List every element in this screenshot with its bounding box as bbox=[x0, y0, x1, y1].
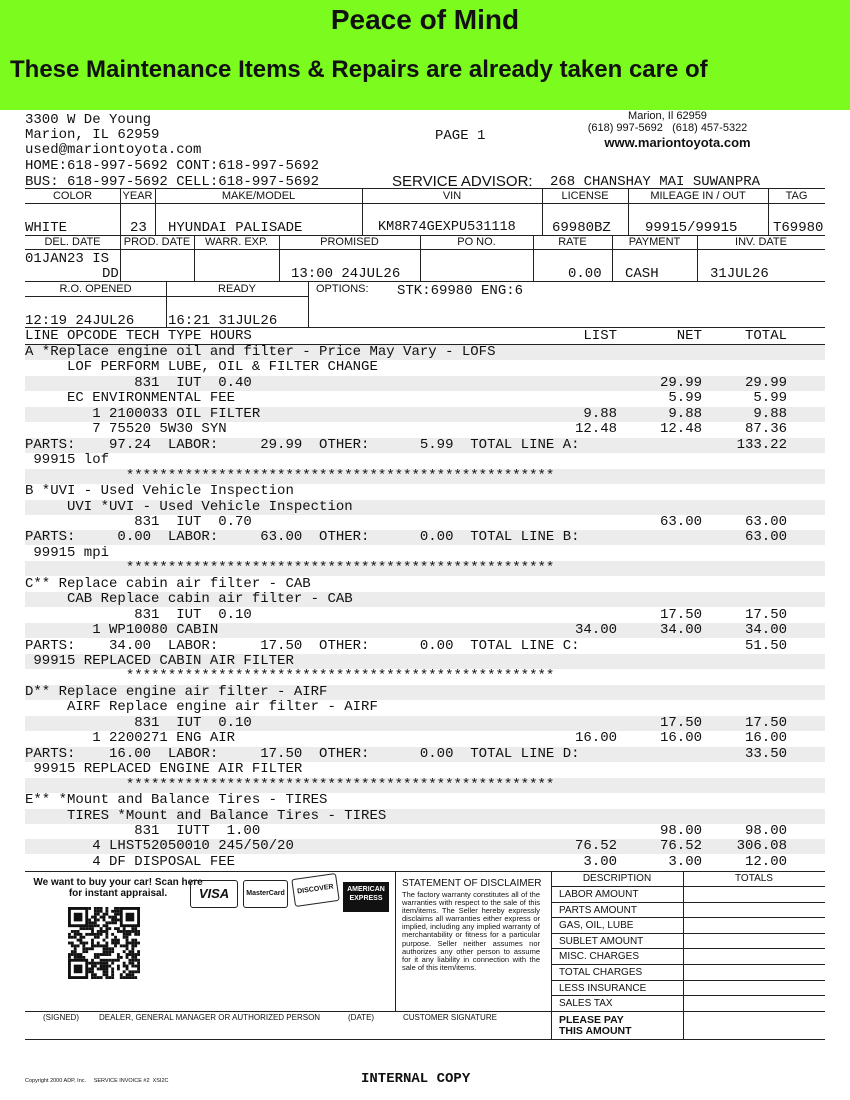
line-row bbox=[25, 809, 825, 824]
line-row bbox=[25, 592, 825, 607]
banner bbox=[0, 0, 850, 110]
line-text: 831 IUT 0.10 bbox=[25, 606, 252, 623]
mastercard-icon: MasterCard bbox=[243, 880, 288, 908]
total-header: TOTAL bbox=[744, 328, 787, 344]
line-net: 29.99 bbox=[659, 374, 702, 391]
line-text: B *UVI - Used Vehicle Inspection bbox=[25, 483, 294, 500]
options-value: STK:69980 ENG:6 bbox=[397, 283, 524, 299]
line-row bbox=[25, 747, 825, 762]
line-net: 34.00 bbox=[659, 622, 702, 639]
line-text: PARTS: 34.00 LABOR: 17.50 OTHER: 0.00 TOTAL LINE C: bbox=[25, 637, 580, 654]
line-total: 12.00 bbox=[744, 853, 787, 870]
disclaimer-text: The factory warranty constitutes all of the warranties with respect to the sale of this item/items. The Seller hereby expressly disclaims all warranties either express or implied, including any implied warranty of merchantability or fitness for a particular purpose. Seller neither assumes nor authorizes any other person to assume for it any liability in connection with the sale of this item/items. bbox=[402, 890, 540, 972]
line-total: 9.88 bbox=[753, 405, 787, 422]
banner-title: Peace of Mind bbox=[330, 4, 520, 35]
totals-item-label: LESS INSURANCE bbox=[559, 982, 647, 994]
totals-item-label: SALES TAX bbox=[559, 998, 613, 1010]
customer-signature-label: CUSTOMER SIGNATURE bbox=[403, 1013, 497, 1022]
lines-header bbox=[25, 329, 825, 344]
visa-card-icon: VISA bbox=[190, 880, 238, 908]
line-list: 3.00 bbox=[583, 853, 617, 870]
ro-opened-value: 12:19 24JUL26 bbox=[25, 313, 135, 329]
line-text: *************************************************** bbox=[25, 560, 555, 577]
line-net: 76.52 bbox=[659, 838, 702, 855]
vin-header: VIN bbox=[442, 190, 462, 202]
line-total: 5.99 bbox=[753, 390, 787, 407]
line-text: *************************************************** bbox=[25, 467, 555, 484]
description-header: DESCRIPTION bbox=[582, 873, 652, 884]
totals-item-label: MISC. CHARGES bbox=[559, 951, 640, 963]
line-row bbox=[25, 391, 825, 406]
line-row bbox=[25, 407, 825, 422]
line-row bbox=[25, 608, 825, 623]
line-total: 63.00 bbox=[744, 529, 787, 546]
del-date-value: 01JAN23 IS bbox=[25, 251, 110, 267]
dealer-website: www.mariontoyota.com bbox=[604, 135, 751, 150]
payment-header: PAYMENT bbox=[628, 236, 681, 248]
line-row bbox=[25, 438, 825, 453]
make-header: MAKE/MODEL bbox=[221, 190, 296, 202]
line-row bbox=[25, 422, 825, 437]
advisor-name: 268 CHANSHAY MAI SUWANPRA bbox=[550, 174, 761, 190]
amex-card-icon: AMERICAN EXPRESS bbox=[343, 882, 389, 912]
line-text: 1 WP10080 CABIN bbox=[25, 622, 219, 639]
totals-item-label: PARTS AMOUNT bbox=[559, 904, 637, 916]
line-text: *************************************************** bbox=[25, 668, 555, 685]
line-text: 831 IUT 0.70 bbox=[25, 513, 252, 530]
qr-code-graphic bbox=[68, 907, 140, 979]
line-total: 17.50 bbox=[744, 606, 787, 623]
line-total: 16.00 bbox=[744, 730, 787, 747]
line-text: PARTS: 16.00 LABOR: 17.50 OTHER: 0.00 TOTAL LINE D: bbox=[25, 745, 580, 762]
qr-code-icon[interactable] bbox=[68, 907, 140, 979]
please-pay-label: PLEASE PAY THIS AMOUNT bbox=[559, 1014, 632, 1037]
vehicle-tag: T69980 bbox=[773, 220, 824, 236]
dealer-phones-right: (618) 997-5692 (618) 457-5322 bbox=[587, 122, 748, 134]
payment-value: CASH bbox=[625, 266, 659, 282]
line-row bbox=[25, 376, 825, 391]
lines-header-left: LINE OPCODE TECH TYPE HOURS bbox=[25, 328, 252, 344]
line-total: 33.50 bbox=[744, 745, 787, 762]
totals-divider bbox=[551, 948, 825, 949]
totals-header: TOTALS bbox=[735, 873, 773, 884]
vehicle-year: 23 bbox=[130, 220, 147, 236]
line-row bbox=[25, 731, 825, 746]
line-text: 831 IUT 0.40 bbox=[25, 374, 252, 391]
tag-header: TAG bbox=[785, 190, 808, 202]
line-row bbox=[25, 453, 825, 468]
line-net: 17.50 bbox=[659, 714, 702, 731]
totals-item-label: LABOR AMOUNT bbox=[559, 889, 639, 900]
line-row bbox=[25, 515, 825, 530]
line-row bbox=[25, 762, 825, 777]
line-text: C** Replace cabin air filter - CAB bbox=[25, 575, 311, 592]
line-row bbox=[25, 855, 825, 870]
line-text: 99915 REPLACED CABIN AIR FILTER bbox=[25, 653, 294, 669]
line-text: 1 2100033 OIL FILTER bbox=[25, 405, 261, 422]
line-list: 76.52 bbox=[574, 838, 617, 855]
year-header: YEAR bbox=[122, 190, 153, 202]
line-total: 98.00 bbox=[744, 822, 787, 839]
line-row bbox=[25, 793, 825, 808]
line-list: 16.00 bbox=[574, 730, 617, 747]
line-net: 3.00 bbox=[668, 853, 702, 870]
line-total: 29.99 bbox=[744, 374, 787, 391]
totals-divider bbox=[551, 902, 825, 903]
line-row bbox=[25, 654, 825, 669]
line-text: EC ENVIRONMENTAL FEE bbox=[25, 390, 236, 407]
appraisal-text: We want to buy your car! Scan here for instant appraisal. bbox=[33, 877, 203, 899]
line-text: 99915 mpi bbox=[25, 544, 110, 561]
line-list: 9.88 bbox=[583, 405, 617, 422]
line-text: AIRF Replace engine air filter - AIRF bbox=[25, 699, 378, 716]
ready-header: READY bbox=[218, 283, 256, 295]
vehicle-color: WHITE bbox=[25, 220, 68, 236]
totals-divider bbox=[551, 980, 825, 981]
line-total: 87.36 bbox=[744, 421, 787, 438]
line-row bbox=[25, 360, 825, 375]
line-row bbox=[25, 639, 825, 654]
del-date-header: DEL. DATE bbox=[44, 236, 101, 248]
line-net: 63.00 bbox=[659, 513, 702, 530]
line-total: 51.50 bbox=[744, 637, 787, 654]
date-label: (DATE) bbox=[348, 1013, 375, 1022]
discover-card-icon: DISCOVER bbox=[291, 873, 339, 907]
ro-opened-header: R.O. OPENED bbox=[59, 283, 132, 295]
mileage-header: MILEAGE IN / OUT bbox=[650, 190, 746, 202]
disclaimer-title: STATEMENT OF DISCLAIMER bbox=[402, 878, 542, 889]
line-row bbox=[25, 561, 825, 576]
inv-date-value: 31JUL26 bbox=[710, 266, 769, 282]
line-text: 1 2200271 ENG AIR bbox=[25, 730, 236, 747]
totals-divider bbox=[551, 917, 825, 918]
page-number: PAGE 1 bbox=[435, 128, 486, 144]
line-text: PARTS: 0.00 LABOR: 63.00 OTHER: 0.00 TOTAL LINE B: bbox=[25, 529, 580, 546]
line-row bbox=[25, 500, 825, 515]
line-text: E** *Mount and Balance Tires - TIRES bbox=[25, 792, 328, 809]
line-row bbox=[25, 716, 825, 731]
dealer-city: Marion, Il 62959 bbox=[628, 110, 707, 122]
line-row bbox=[25, 577, 825, 592]
rate-header: RATE bbox=[558, 236, 587, 248]
totals-item-label: SUBLET AMOUNT bbox=[559, 935, 644, 947]
line-total: 63.00 bbox=[744, 513, 787, 530]
totals-divider bbox=[551, 995, 825, 996]
line-row bbox=[25, 530, 825, 545]
net-header: NET bbox=[676, 328, 702, 344]
list-header: LIST bbox=[583, 328, 617, 344]
line-row bbox=[25, 469, 825, 484]
dealer-address1: 3300 W De Young bbox=[25, 112, 152, 128]
line-row bbox=[25, 839, 825, 854]
vehicle-mileage: 99915/99915 bbox=[645, 220, 738, 236]
line-net: 12.48 bbox=[659, 421, 702, 438]
line-text: 831 IUTT 1.00 bbox=[25, 822, 261, 839]
line-row bbox=[25, 778, 825, 793]
line-total: 133.22 bbox=[736, 436, 787, 453]
line-row bbox=[25, 623, 825, 638]
line-list: 34.00 bbox=[574, 622, 617, 639]
line-net: 98.00 bbox=[659, 822, 702, 839]
line-net: 5.99 bbox=[668, 390, 702, 407]
line-row bbox=[25, 669, 825, 684]
rate-value: 0.00 bbox=[568, 266, 602, 282]
signed-label: (SIGNED) bbox=[43, 1013, 79, 1022]
line-text: LOF PERFORM LUBE, OIL & FILTER CHANGE bbox=[25, 359, 378, 376]
line-text: A *Replace engine oil and filter - Price May Vary - LOFS bbox=[25, 344, 496, 360]
line-row bbox=[25, 685, 825, 700]
dealer-signature-label: DEALER, GENERAL MANAGER OR AUTHORIZED PERSON bbox=[99, 1013, 321, 1022]
line-text: 4 LHST52050010 245/50/20 bbox=[25, 838, 294, 855]
prod-date-header: PROD. DATE bbox=[123, 236, 191, 248]
line-text: 99915 lof bbox=[25, 452, 110, 469]
inv-date-header: INV. DATE bbox=[735, 236, 787, 248]
line-text: 831 IUT 0.10 bbox=[25, 714, 252, 731]
line-text: PARTS: 97.24 LABOR: 29.99 OTHER: 5.99 TOTAL LINE A: bbox=[25, 436, 580, 453]
dealer-address2: Marion, IL 62959 bbox=[25, 127, 160, 143]
po-header: PO NO. bbox=[457, 236, 496, 248]
line-row bbox=[25, 484, 825, 499]
dealer-phones1: HOME:618-997-5692 CONT:618-997-5692 bbox=[25, 158, 320, 174]
vehicle-make: HYUNDAI PALISADE bbox=[168, 220, 303, 236]
line-text: UVI *UVI - Used Vehicle Inspection bbox=[25, 498, 353, 515]
banner-subtitle: These Maintenance Items & Repairs are already taken care of bbox=[10, 56, 708, 83]
color-header: COLOR bbox=[52, 190, 93, 202]
totals-item-label: TOTAL CHARGES bbox=[559, 967, 643, 978]
copyright-text: Copyright 2000 ADP, Inc. SERVICE INVOICE #2 XSI2C bbox=[25, 1078, 169, 1084]
totals-item-label: GAS, OIL, LUBE bbox=[559, 920, 634, 932]
line-row bbox=[25, 546, 825, 561]
line-net: 17.50 bbox=[659, 606, 702, 623]
line-text: 7 75520 5W30 SYN bbox=[25, 421, 227, 438]
del-date-value-2: DD bbox=[102, 266, 119, 282]
promised-value: 13:00 24JUL26 bbox=[291, 266, 401, 282]
line-net: 16.00 bbox=[659, 730, 702, 747]
line-row bbox=[25, 700, 825, 715]
dealer-phones2: BUS: 618-997-5692 CELL:618-997-5692 bbox=[25, 174, 320, 190]
vehicle-license: 69980BZ bbox=[552, 220, 611, 236]
line-text: *************************************************** bbox=[25, 776, 555, 793]
dealer-email: used@mariontoyota.com bbox=[25, 142, 202, 158]
ready-value: 16:21 31JUL26 bbox=[168, 313, 278, 329]
totals-divider bbox=[551, 933, 825, 934]
warr-exp-header: WARR. EXP. bbox=[205, 236, 268, 248]
license-header: LICENSE bbox=[561, 190, 609, 202]
advisor-label: SERVICE ADVISOR: bbox=[392, 173, 533, 190]
line-total: 34.00 bbox=[744, 622, 787, 639]
line-total: 17.50 bbox=[744, 714, 787, 731]
options-header: OPTIONS: bbox=[316, 283, 369, 295]
line-row bbox=[25, 345, 825, 360]
copy-label: INTERNAL COPY bbox=[361, 1071, 471, 1087]
promised-header: PROMISED bbox=[320, 236, 379, 248]
line-text: 4 DF DISPOSAL FEE bbox=[25, 853, 236, 870]
line-total: 306.08 bbox=[736, 838, 787, 855]
line-row bbox=[25, 824, 825, 839]
line-text: 99915 REPLACED ENGINE AIR FILTER bbox=[25, 761, 303, 778]
line-text: TIRES *Mount and Balance Tires - TIRES bbox=[25, 807, 387, 824]
line-list: 12.48 bbox=[574, 421, 617, 438]
line-net: 9.88 bbox=[668, 405, 702, 422]
line-text: CAB Replace cabin air filter - CAB bbox=[25, 591, 353, 608]
vehicle-vin: KM8R74GEXPU531118 bbox=[378, 220, 516, 235]
line-text: D** Replace engine air filter - AIRF bbox=[25, 683, 328, 700]
totals-divider bbox=[551, 964, 825, 965]
